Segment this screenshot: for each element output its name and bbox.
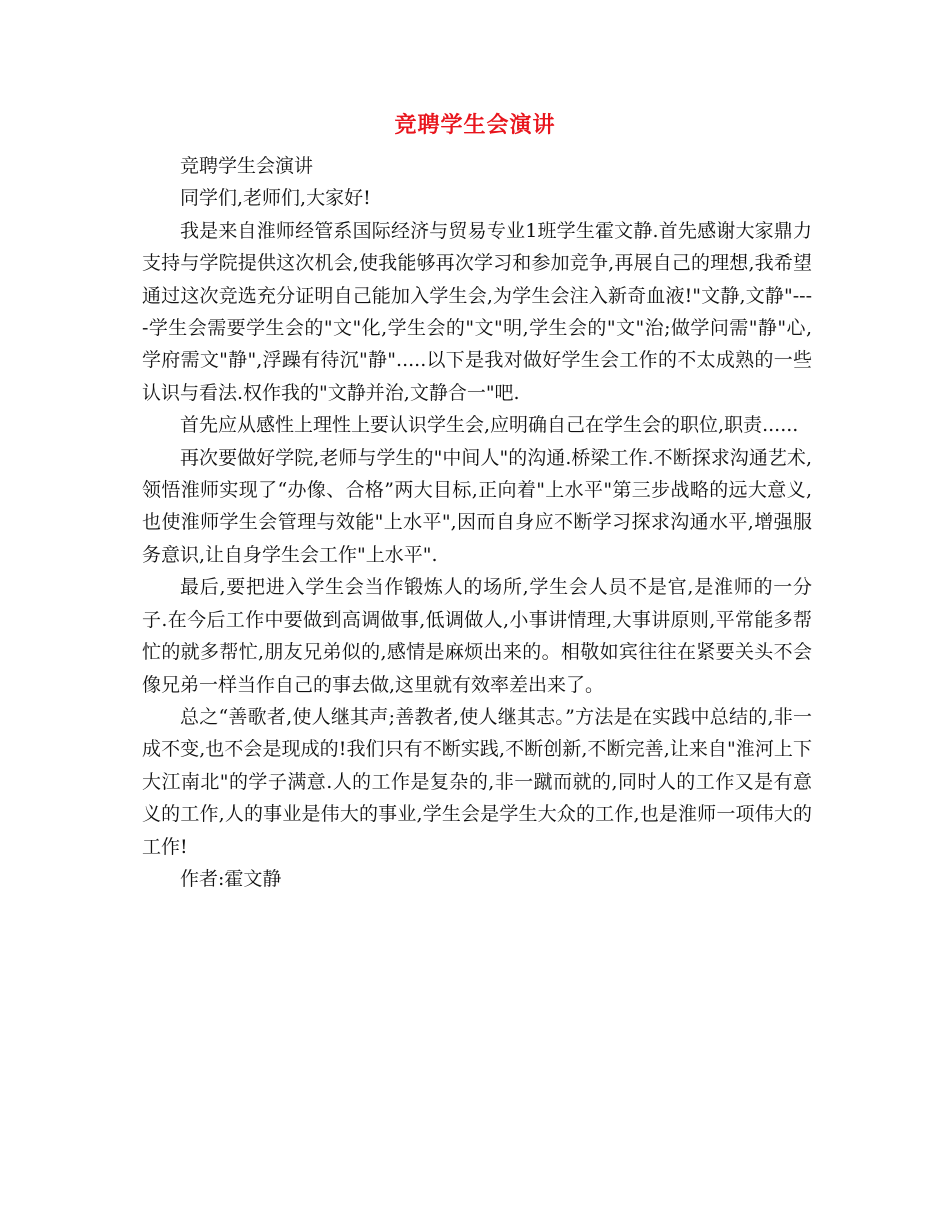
paragraph-author: 作者:霍文静 (180, 867, 282, 890)
paragraph-greeting: 同学们,老师们,大家好! (180, 187, 371, 210)
paragraph-first-point: 首先应从感性上理性上要认识学生会,应明确自己在学生会的职位,职责...... (180, 414, 799, 437)
paragraph-conclusion: 总之“善歌者,使人继其声;善教者,使人继其志。”方法是在实践中总结的,非一成不变,也不会是现成的!我们只有不断实践,不断创新,不断完善,让来自"淮河上下大江南北"的学子满意.人的工作是复杂的,非一蹴而就的,同时人的工作又是有意义的工作,人的事业是伟大的事业,学生会是学生大众的工作,也是淮师一项伟大的工作! (142, 705, 812, 858)
paragraph-second-point: 再次要做好学院,老师与学生的"中间人"的沟通.桥梁工作.不断探求沟通艺术,领悟淮师实现了“办像、合格”两大目标,正向着"上水平"第三步战略的远大意义,也使淮师学生会管理与效能"上水平",因而自身应不断学习探求沟通水平,增强服务意识,让自身学生会工作"上水平". (142, 446, 812, 566)
paragraph-third-point: 最后,要把进入学生会当作锻炼人的场所,学生会人员不是官,是淮师的一分子.在今后工作中要做到高调做事,低调做人,小事讲情理,大事讲原则,平常能多帮忙的就多帮忙,朋友兄弟似的,感情是麻烦出来的。相敬如宾往往在紧要关头不会像兄弟一样当作自己的事去做,这里就有效率差出来了。 (142, 576, 812, 696)
paragraph-heading: 竞聘学生会演讲 (180, 155, 314, 177)
paragraph-introduction: 我是来自淮师经管系国际经济与贸易专业1班学生霍文静.首先感谢大家鼎力支持与学院提供这次机会,使我能够再次学习和参加竞争,再展自己的理想,我希望通过这次竞选充分证明自己能加入学生会,为学生会注入新奇血液!"文静,文静"----学生会需要学生会的"文"化,学生会的"文"明,学生会的"文"治;做学问需"静"心,学府需文"静",浮躁有待沉"静".....以下是我对做好学生会工作的不太成熟的一些认识与看法.权作我的"文静并治,文静合一"吧. (142, 219, 812, 404)
document-title: 竞聘学生会演讲 (394, 112, 556, 138)
document-body (142, 150, 812, 895)
